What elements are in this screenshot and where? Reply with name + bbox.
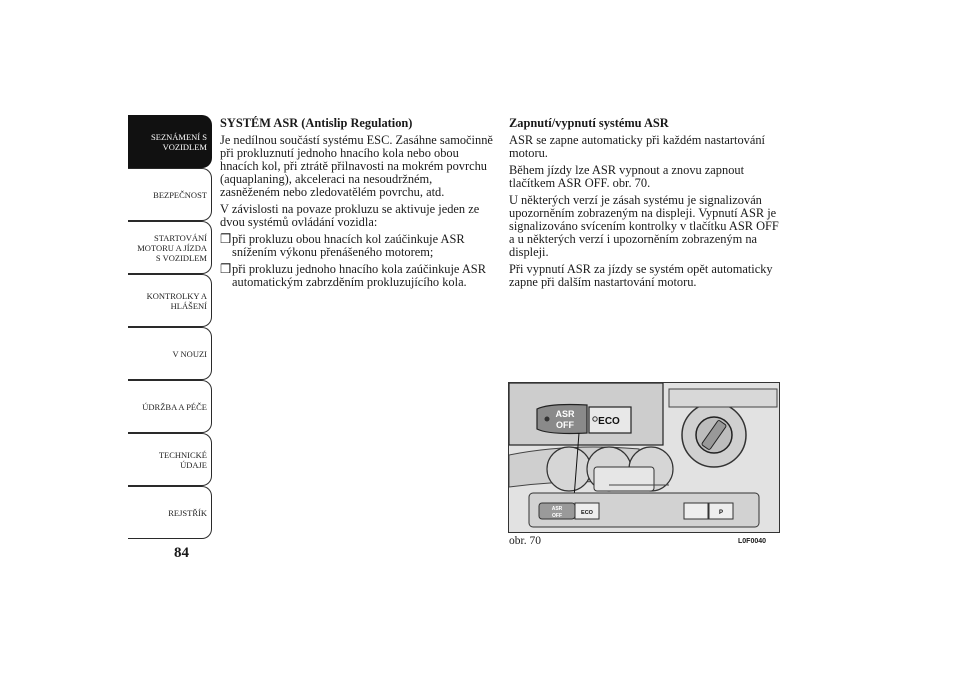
paragraph: Během jízdy lze ASR vypnout a znovu zapnout tlačítkem ASR OFF. obr. 70. <box>509 163 745 190</box>
tab-startovani[interactable]: STARTOVÁNÍ MOTORU A JÍZDA S VOZIDLEM <box>128 221 212 274</box>
asr-label: ASR <box>555 409 575 419</box>
section-heading: SYSTÉM ASR (Antislip Regulation) <box>220 116 413 130</box>
tab-udrzba[interactable]: ÚDRŽBA A PÉČE <box>128 380 212 433</box>
tab-rejstrik[interactable]: REJSTŘÍK <box>128 486 212 539</box>
checkbox-bullet-icon: ❒ <box>220 262 232 276</box>
checkbox-bullet-icon: ❒ <box>220 232 232 246</box>
off-label: OFF <box>556 420 574 430</box>
park-label: P <box>718 510 724 516</box>
list-item-text: při prokluzu obou hnacích kol zaúčinkuje ASR snížením výkonu přenášeného motorem; <box>232 232 465 259</box>
eco-label: ECO <box>598 416 620 427</box>
figure-caption: obr. 70 <box>509 535 541 547</box>
asr-description-column <box>220 117 494 293</box>
list-item-text: při prokluzu jednoho hnacího kola zaúčinkuje ASR automatickým zabrzděním prokluzujícího kola. <box>232 262 486 289</box>
tab-v-nouzi[interactable]: V NOUZI <box>128 327 212 380</box>
paragraph: V závislosti na povaze prokluzu se aktivuje jeden ze dvou systémů ovládání vozidla: <box>220 202 480 229</box>
paragraph: Je nedílnou součástí systému ESC. Zasáhne samočinně při prokluznutí jednoho hnacího kola nebo obou hnacích kol, při ztrátě přilnavosti na mokrém povrchu (aquaplaning), akceleraci na nesoudržném, zasněženém nebo zledovatělém povrchu, atd. <box>220 133 493 199</box>
asr-switch-column <box>509 117 785 293</box>
paragraph: Při vypnutí ASR za jízdy se systém opět automaticky zapne při dalším nastartování motoru. <box>509 262 773 289</box>
section-heading: Zapnutí/vypnutí systému ASR <box>509 116 669 130</box>
list-item <box>220 263 494 289</box>
page-number: 84 <box>174 545 189 561</box>
dashboard-drawing <box>509 383 779 532</box>
chapter-tabs <box>128 115 212 539</box>
dashboard-illustration <box>508 382 780 533</box>
small-off-label: OFF <box>552 513 562 519</box>
paragraph: ASR se zapne automaticky při každém nastartování motoru. <box>509 133 765 160</box>
small-eco-label: ECO <box>581 510 593 516</box>
tab-seznameni-s-vozidlem[interactable]: SEZNÁMENÍ S VOZIDLEM <box>128 115 212 168</box>
tab-kontrolky[interactable]: KONTROLKY A HLÁŠENÍ <box>128 274 212 327</box>
small-asr-label: ASR <box>551 506 563 512</box>
tab-bezpecnost[interactable]: BEZPEČNOST <box>128 168 212 221</box>
tab-technicke-udaje[interactable]: TECHNICKÉ ÚDAJE <box>128 433 212 486</box>
list-item <box>220 233 494 259</box>
paragraph: U některých verzí je zásah systému je signalizován upozorněním zobrazeným na displeji. Vypnutí ASR je signalizováno svícením kontrolky v tlačítku ASR OFF a u některých verzí i upozorněním zobrazeným na displeji. <box>509 193 779 259</box>
figure-code: L0F0040 <box>738 538 767 545</box>
